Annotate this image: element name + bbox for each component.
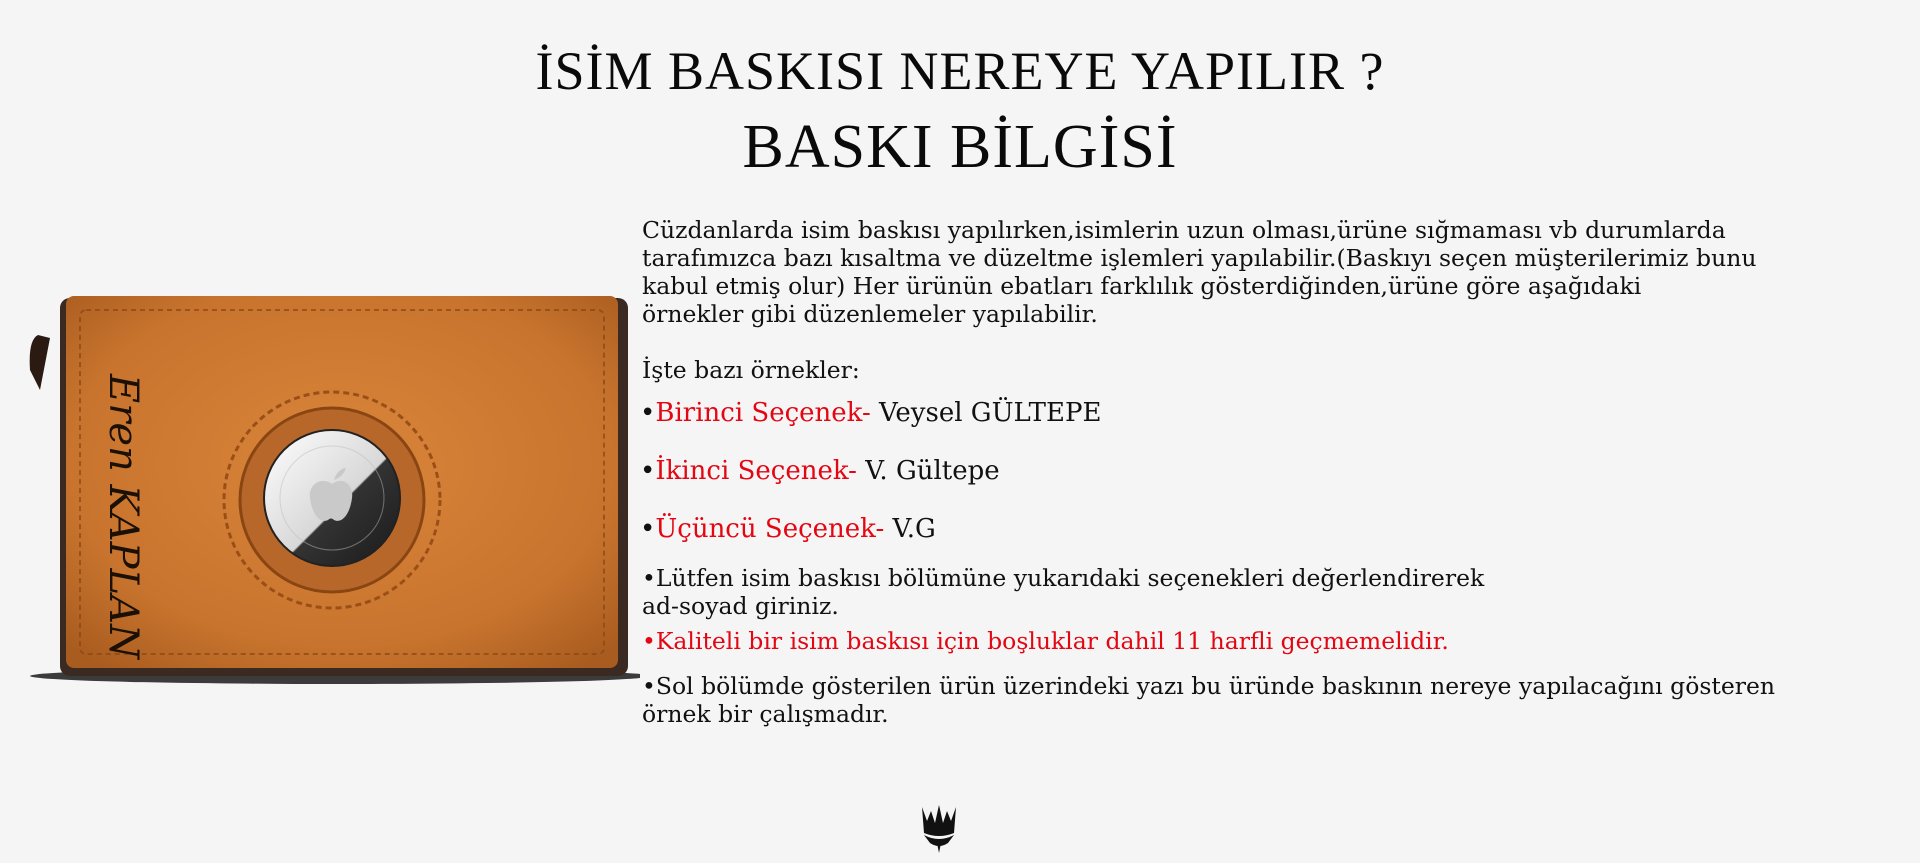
note-line: •Sol bölümde gösterilen ürün üzerindeki yazı bu üründe baskının nereye yapılacağını gösteren [642, 672, 1776, 700]
intro-line: Cüzdanlarda isim baskısı yapılırken,isimlerin uzun olması,ürüne sığmaması vb durumlarda [642, 216, 1726, 244]
option-second [640, 456, 1000, 486]
engraved-name: Eren KAPLAN [100, 374, 146, 659]
option-label: Üçüncü Seçenek- [655, 514, 885, 544]
option-value: V. Gültepe [856, 456, 1000, 486]
note-sample-explanation [642, 672, 1842, 728]
option-label: Birinci Seçenek- [655, 398, 871, 428]
examples-heading: İşte bazı örnekler: [642, 356, 860, 384]
wallet-back [30, 335, 50, 390]
note-line: örnek bir çalışmadır. [642, 700, 889, 728]
option-label: İkinci Seçenek- [655, 456, 857, 486]
note-enter-name [642, 564, 1842, 620]
intro-paragraph [642, 216, 1842, 328]
option-bullet: • [640, 514, 656, 544]
intro-line: kabul etmiş olur) Her ürünün ebatları farklılık gösterdiğinden,ürüne göre aşağıdaki [642, 272, 1642, 300]
note-line: ad-soyad giriniz. [642, 592, 839, 620]
page-subtitle: BASKI BİLGİSİ [742, 113, 1178, 181]
intro-line: örnekler gibi düzenlemeler yapılabilir. [642, 300, 1098, 328]
note-character-limit: •Kaliteli bir isim baskısı için boşluklar dahil 11 harfli geçmemelidir. [642, 627, 1449, 655]
option-value: V.G [884, 514, 936, 544]
option-bullet: • [640, 456, 656, 486]
wallet-product-image [20, 290, 640, 690]
note-line: •Lütfen isim baskısı bölümüne yukarıdaki seçenekleri değerlendirerek [642, 564, 1485, 592]
intro-line: tarafımızca bazı kısaltma ve düzeltme işlemleri yapılabilir.(Baskıyı seçen müşterilerimiz bunu [642, 244, 1757, 272]
trident-crown-icon [918, 803, 960, 853]
page-title: İSİM BASKISI NEREYE YAPILIR ? [535, 41, 1385, 101]
option-third [640, 514, 936, 544]
option-value: Veysel GÜLTEPE [870, 398, 1102, 428]
option-first [640, 398, 1101, 428]
option-bullet: • [640, 398, 656, 428]
